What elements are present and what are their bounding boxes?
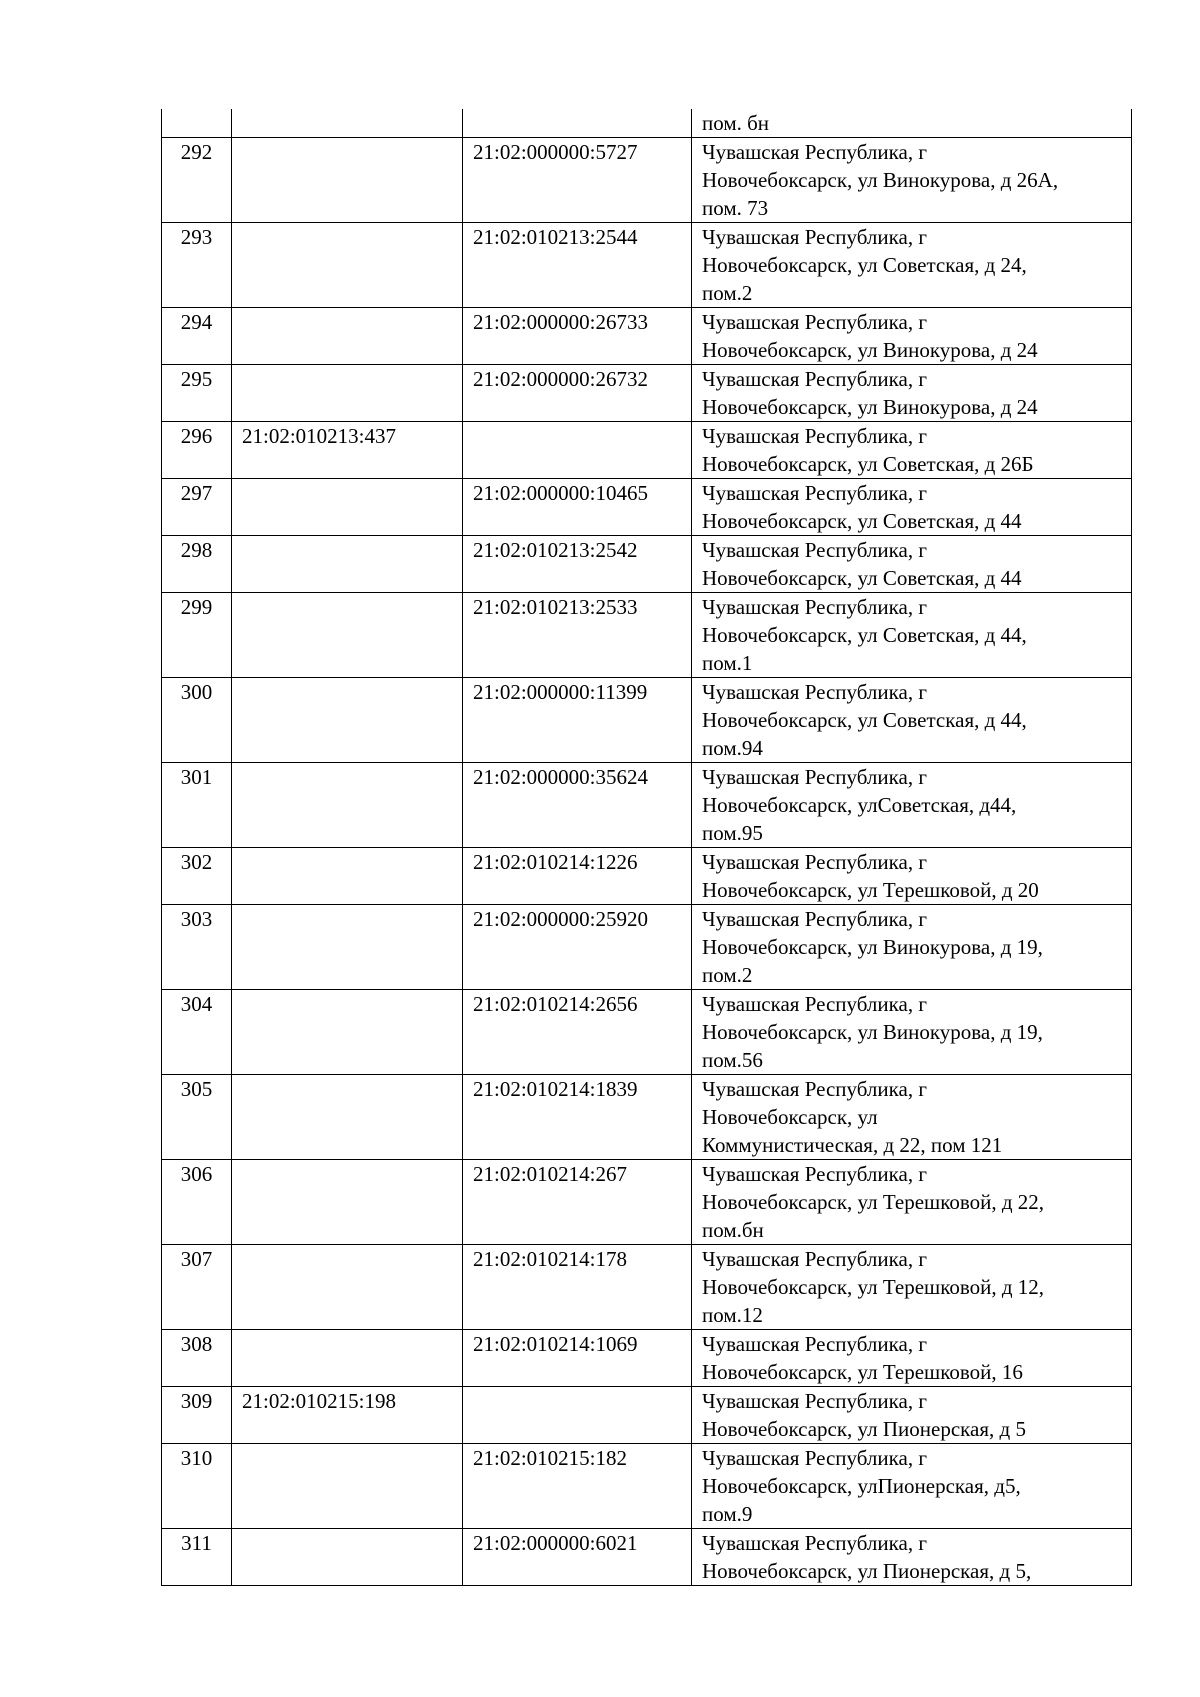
table-row: [162, 1160, 1132, 1245]
address-line: Чувашская Республика, г: [702, 1247, 927, 1271]
table-row: [162, 1330, 1132, 1387]
table-row: [162, 1245, 1132, 1330]
address-line: Новочебоксарск, улСоветская, д44,: [702, 793, 1017, 817]
address-line: Чувашская Республика, г: [702, 1446, 927, 1470]
object-cadastral-cell: 21:02:000000:35624: [463, 763, 692, 848]
address-line: Чувашская Республика, г: [702, 850, 927, 874]
table-body: [162, 109, 1132, 1586]
land-cadastral-cell: [232, 1330, 463, 1387]
object-cadastral-cell: 21:02:010214:2656: [463, 990, 692, 1075]
address-line: пом.94: [702, 736, 763, 760]
table-row: [162, 848, 1132, 905]
address-cell: [692, 763, 1132, 848]
object-cadastral-cell: 21:02:000000:5727: [463, 138, 692, 223]
table-row: [162, 138, 1132, 223]
row-number-cell: 303: [162, 905, 232, 990]
land-cadastral-cell: [232, 1444, 463, 1529]
address-line: Чувашская Республика, г: [702, 424, 927, 448]
address-line: Чувашская Республика, г: [702, 481, 927, 505]
address-cell: [692, 138, 1132, 223]
address-cell: [692, 308, 1132, 365]
address-cell: [692, 1075, 1132, 1160]
land-cadastral-cell: [232, 990, 463, 1075]
table-row: [162, 422, 1132, 479]
table-row: [162, 223, 1132, 308]
object-cadastral-cell: 21:02:010214:178: [463, 1245, 692, 1330]
address-line: Чувашская Республика, г: [702, 310, 927, 334]
address-cell: [692, 479, 1132, 536]
address-line: пом.бн: [702, 1218, 764, 1242]
address-line: Чувашская Республика, г: [702, 1162, 927, 1186]
object-cadastral-cell: 21:02:010214:1839: [463, 1075, 692, 1160]
address-line: Новочебоксарск, улПионерская, д5,: [702, 1474, 1021, 1498]
object-cadastral-cell: 21:02:000000:26732: [463, 365, 692, 422]
table-row: [162, 365, 1132, 422]
land-cadastral-cell: [232, 536, 463, 593]
address-line: пом. бн: [702, 111, 770, 135]
object-cadastral-cell: 21:02:000000:11399: [463, 678, 692, 763]
address-line: Новочебоксарск, ул Советская, д 44: [702, 509, 1022, 533]
row-number-cell: 296: [162, 422, 232, 479]
address-line: Новочебоксарск, ул Советская, д 44,: [702, 708, 1027, 732]
land-cadastral-cell: [232, 479, 463, 536]
address-cell: [692, 593, 1132, 678]
object-cadastral-cell: 21:02:010214:267: [463, 1160, 692, 1245]
land-cadastral-cell: [232, 905, 463, 990]
land-cadastral-cell: [232, 1160, 463, 1245]
row-number-cell: 294: [162, 308, 232, 365]
object-cadastral-cell: 21:02:000000:6021: [463, 1529, 692, 1586]
row-number-cell: 306: [162, 1160, 232, 1245]
address-line: Новочебоксарск, ул Терешковой, д 22,: [702, 1190, 1045, 1214]
land-cadastral-cell: [232, 848, 463, 905]
address-line: Новочебоксарск, ул Винокурова, д 24: [702, 338, 1038, 362]
row-number-cell: [162, 109, 232, 138]
address-cell: [692, 1330, 1132, 1387]
address-line: Новочебоксарск, ул Советская, д 44,: [702, 623, 1027, 647]
address-line: Новочебоксарск, ул Пионерская, д 5,: [702, 1559, 1032, 1583]
row-number-cell: 310: [162, 1444, 232, 1529]
object-cadastral-cell: 21:02:010214:1069: [463, 1330, 692, 1387]
address-cell: [692, 1529, 1132, 1586]
address-cell: [692, 905, 1132, 990]
row-number-cell: 298: [162, 536, 232, 593]
object-cadastral-cell: [463, 1387, 692, 1444]
row-number-cell: 292: [162, 138, 232, 223]
address-line: Чувашская Республика, г: [702, 907, 927, 931]
property-registry-table: [161, 109, 1132, 1586]
address-line: Новочебоксарск, ул Советская, д 24,: [702, 253, 1027, 277]
table-row: [162, 479, 1132, 536]
address-line: Новочебоксарск, ул Терешковой, д 20: [702, 878, 1039, 902]
address-line: Чувашская Республика, г: [702, 765, 927, 789]
table-row: [162, 763, 1132, 848]
row-number-cell: 308: [162, 1330, 232, 1387]
land-cadastral-cell: [232, 365, 463, 422]
object-cadastral-cell: 21:02:000000:10465: [463, 479, 692, 536]
row-number-cell: 307: [162, 1245, 232, 1330]
address-line: Новочебоксарск, ул: [702, 1105, 878, 1129]
row-number-cell: 301: [162, 763, 232, 848]
address-line: Чувашская Республика, г: [702, 538, 927, 562]
land-cadastral-cell: [232, 1075, 463, 1160]
address-line: Чувашская Республика, г: [702, 680, 927, 704]
address-line: Чувашская Республика, г: [702, 367, 927, 391]
address-line: пом. 73: [702, 196, 769, 220]
address-line: Новочебоксарск, ул Терешковой, 16: [702, 1360, 1023, 1384]
object-cadastral-cell: 21:02:000000:26733: [463, 308, 692, 365]
address-cell: [692, 1160, 1132, 1245]
table-row: [162, 593, 1132, 678]
row-number-cell: 311: [162, 1529, 232, 1586]
address-line: Коммунистическая, д 22, пом 121: [702, 1133, 1003, 1157]
land-cadastral-cell: [232, 308, 463, 365]
address-line: Новочебоксарск, ул Пионерская, д 5: [702, 1417, 1026, 1441]
row-number-cell: 299: [162, 593, 232, 678]
row-number-cell: 309: [162, 1387, 232, 1444]
land-cadastral-cell: [232, 678, 463, 763]
table-row: [162, 1075, 1132, 1160]
address-cell: [692, 678, 1132, 763]
address-line: пом.2: [702, 963, 753, 987]
address-line: пом.9: [702, 1502, 753, 1526]
address-line: пом.56: [702, 1048, 763, 1072]
address-cell: [692, 223, 1132, 308]
address-line: Новочебоксарск, ул Советская, д 26Б: [702, 452, 1034, 476]
table-row: [162, 1444, 1132, 1529]
address-line: Чувашская Республика, г: [702, 1077, 927, 1101]
address-line: Чувашская Республика, г: [702, 595, 927, 619]
address-line: Новочебоксарск, ул Советская, д 44: [702, 566, 1022, 590]
land-cadastral-cell: [232, 1245, 463, 1330]
land-cadastral-cell: [232, 109, 463, 138]
address-line: Чувашская Республика, г: [702, 1389, 927, 1413]
table-row: [162, 678, 1132, 763]
land-cadastral-cell: [232, 593, 463, 678]
row-number-cell: 305: [162, 1075, 232, 1160]
address-line: Новочебоксарск, ул Винокурова, д 26А,: [702, 168, 1059, 192]
object-cadastral-cell: 21:02:010213:2542: [463, 536, 692, 593]
address-line: Чувашская Республика, г: [702, 992, 927, 1016]
address-cell: [692, 1387, 1132, 1444]
object-cadastral-cell: 21:02:000000:25920: [463, 905, 692, 990]
land-cadastral-cell: [232, 1529, 463, 1586]
land-cadastral-cell: [232, 223, 463, 308]
address-cell: [692, 365, 1132, 422]
address-cell: [692, 422, 1132, 479]
address-line: Новочебоксарск, ул Винокурова, д 24: [702, 395, 1038, 419]
address-line: пом.12: [702, 1303, 763, 1327]
address-line: Чувашская Республика, г: [702, 140, 927, 164]
row-number-cell: 304: [162, 990, 232, 1075]
address-cell: [692, 1444, 1132, 1529]
row-number-cell: 297: [162, 479, 232, 536]
table-row: [162, 308, 1132, 365]
object-cadastral-cell: 21:02:010213:2544: [463, 223, 692, 308]
table-row: [162, 536, 1132, 593]
object-cadastral-cell: [463, 109, 692, 138]
object-cadastral-cell: [463, 422, 692, 479]
address-line: пом.2: [702, 281, 753, 305]
address-cell: [692, 109, 1132, 138]
table-row: [162, 1387, 1132, 1444]
table-row: [162, 990, 1132, 1075]
table-row-continued: [162, 109, 1132, 138]
address-cell: [692, 990, 1132, 1075]
address-line: Новочебоксарск, ул Винокурова, д 19,: [702, 935, 1043, 959]
object-cadastral-cell: 21:02:010215:182: [463, 1444, 692, 1529]
land-cadastral-cell: [232, 138, 463, 223]
table-row: [162, 905, 1132, 990]
address-cell: [692, 536, 1132, 593]
row-number-cell: 293: [162, 223, 232, 308]
address-line: пом.1: [702, 651, 753, 675]
address-line: Новочебоксарск, ул Винокурова, д 19,: [702, 1020, 1043, 1044]
land-cadastral-cell: [232, 763, 463, 848]
row-number-cell: 300: [162, 678, 232, 763]
address-line: Чувашская Республика, г: [702, 1332, 927, 1356]
land-cadastral-cell: 21:02:010213:437: [232, 422, 463, 479]
address-cell: [692, 1245, 1132, 1330]
address-cell: [692, 848, 1132, 905]
object-cadastral-cell: 21:02:010214:1226: [463, 848, 692, 905]
row-number-cell: 295: [162, 365, 232, 422]
address-line: Чувашская Республика, г: [702, 1531, 927, 1555]
address-line: Чувашская Республика, г: [702, 225, 927, 249]
object-cadastral-cell: 21:02:010213:2533: [463, 593, 692, 678]
land-cadastral-cell: 21:02:010215:198: [232, 1387, 463, 1444]
address-line: пом.95: [702, 821, 763, 845]
table-row: [162, 1529, 1132, 1586]
row-number-cell: 302: [162, 848, 232, 905]
address-line: Новочебоксарск, ул Терешковой, д 12,: [702, 1275, 1045, 1299]
